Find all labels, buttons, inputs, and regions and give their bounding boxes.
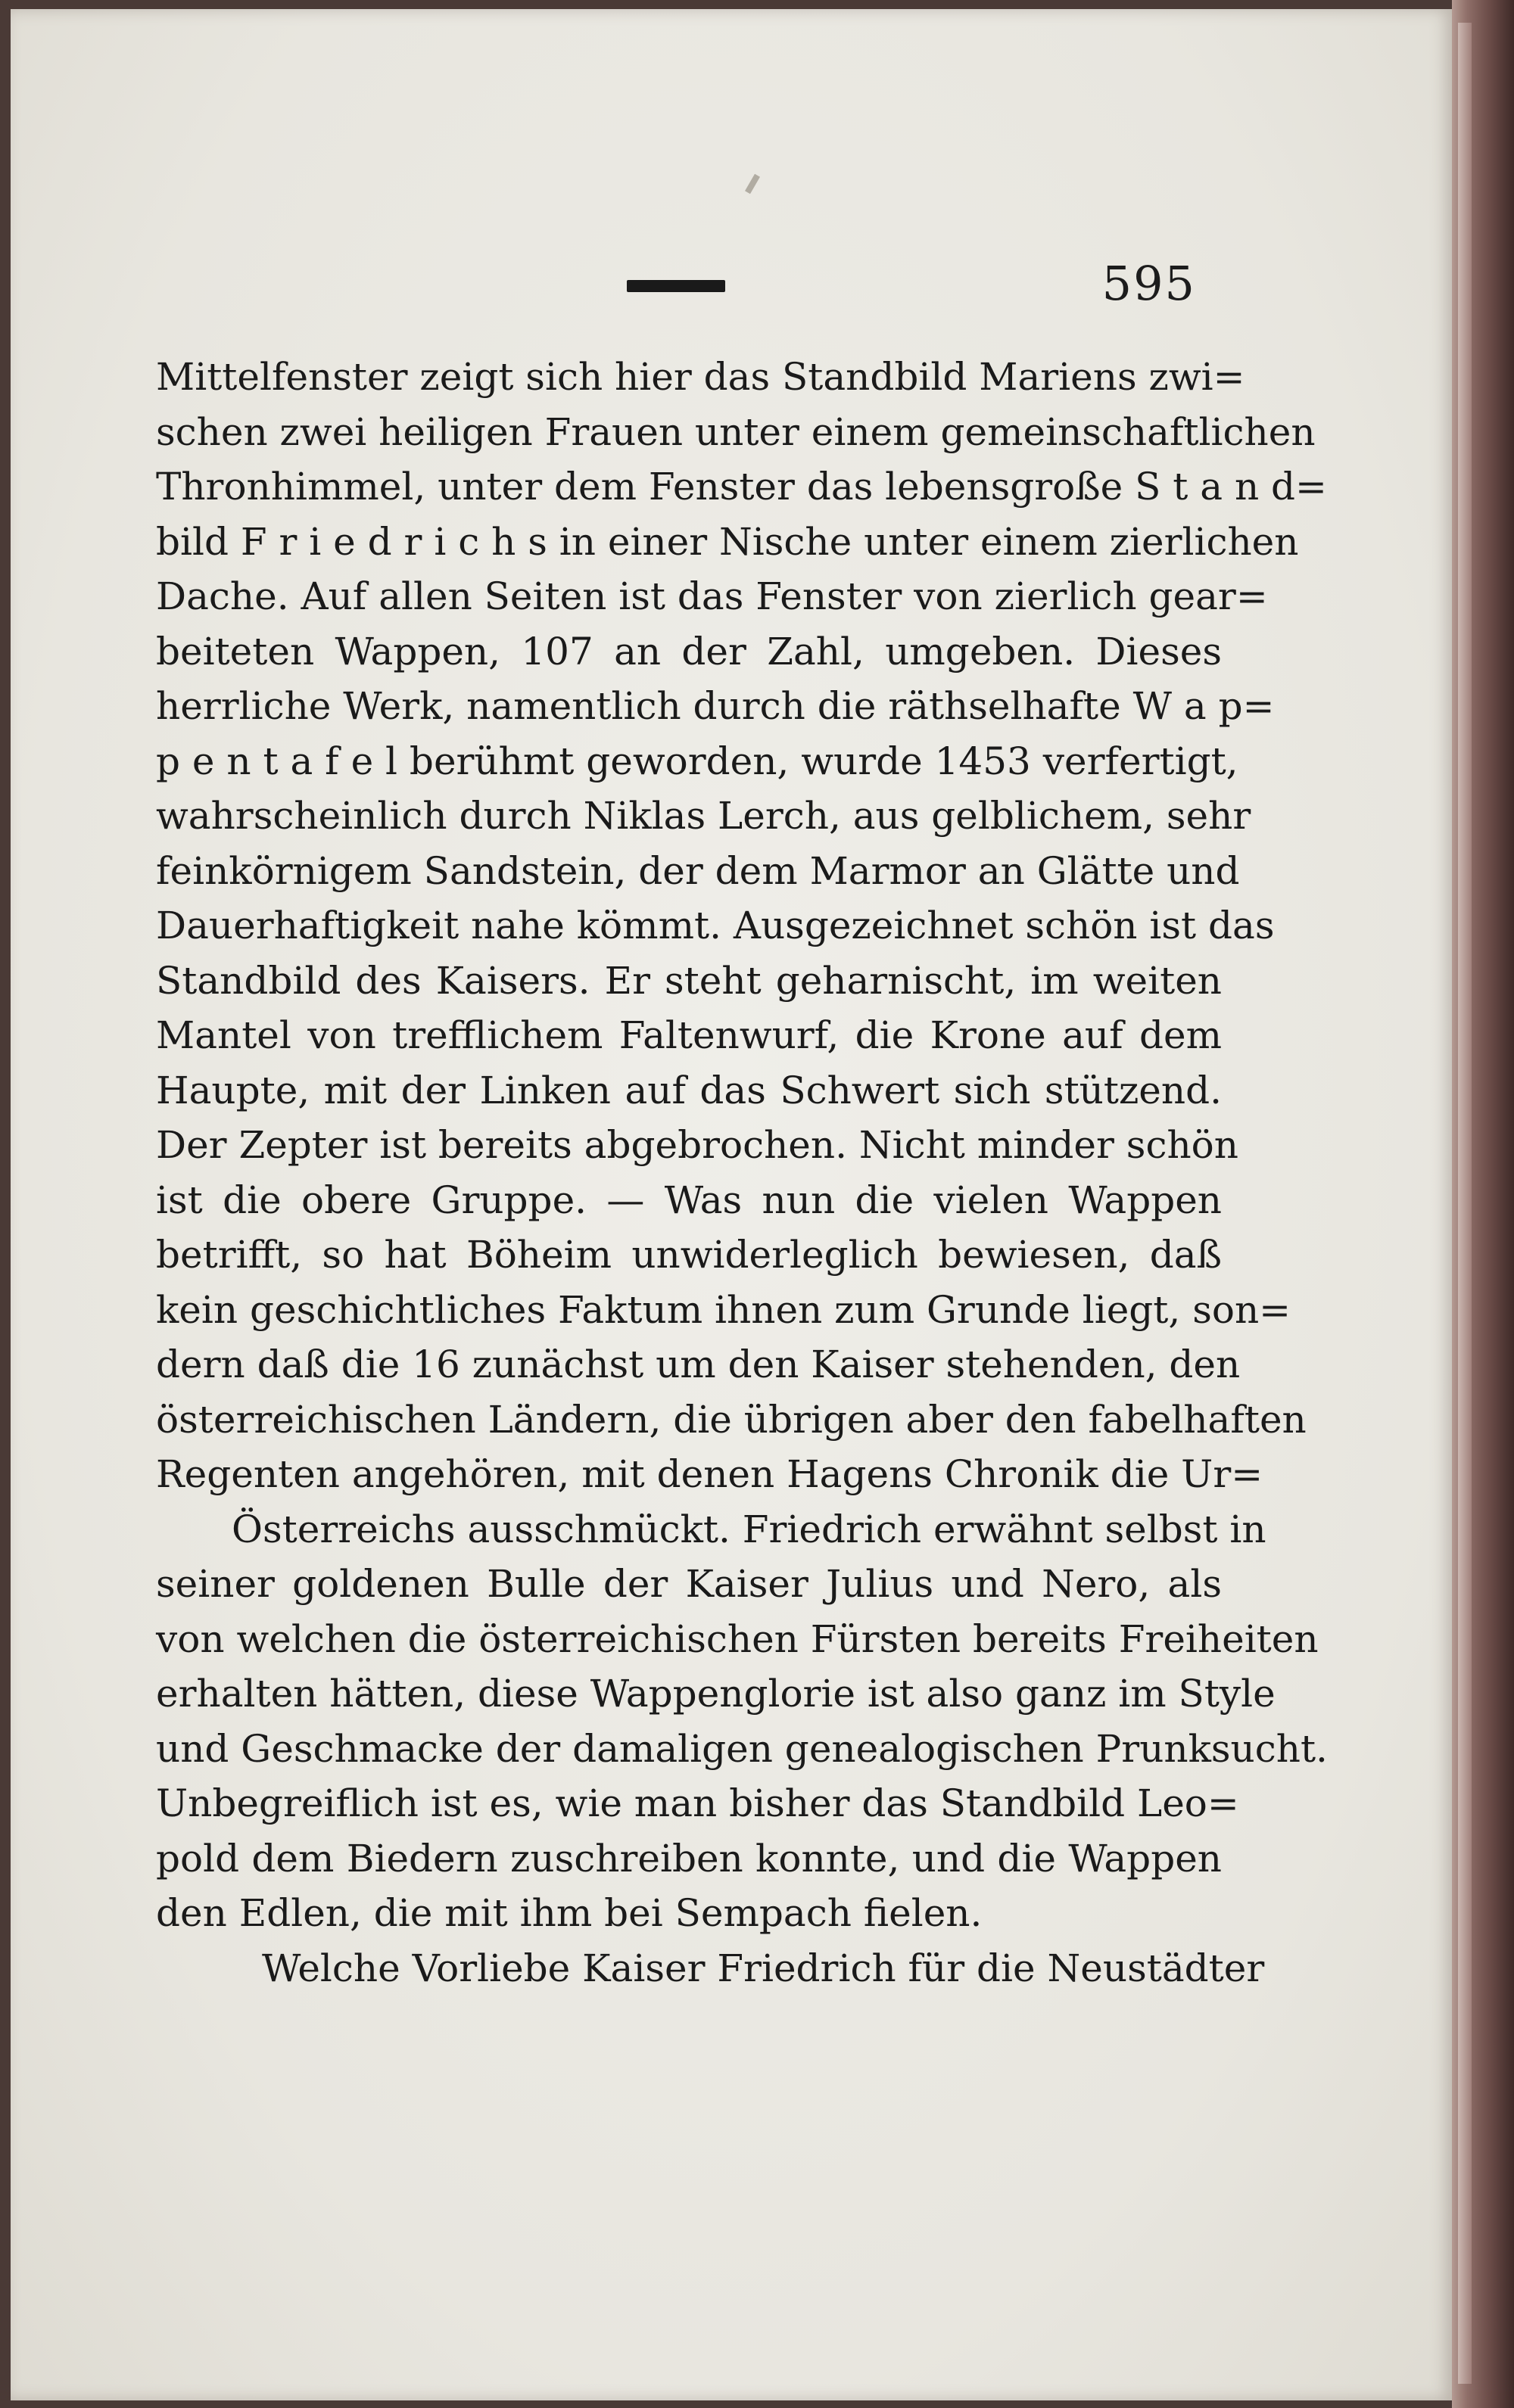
page-number: 595 bbox=[1101, 256, 1196, 311]
text-line: Der Zepter ist bereits abgebrochen. Nicht minder schön bbox=[156, 1123, 1238, 1167]
text-line: den Edlen, die mit ihm bei Sempach fielen. bbox=[156, 1891, 983, 1935]
text-line: erhalten hätten, diese Wappenglorie ist also ganz im Style bbox=[156, 1672, 1276, 1716]
text-line: wahrscheinlich durch Niklas Lerch, aus gelblichem, sehr bbox=[156, 794, 1251, 838]
text-line: pold dem Biedern zuschreiben konnte, und die Wappen bbox=[156, 1836, 1222, 1881]
text-line: ist die obere Gruppe. — Was nun die vielen Wappen bbox=[156, 1178, 1222, 1222]
text-line: beiteten Wappen, 107 an der Zahl, umgeben. Dieses bbox=[156, 629, 1222, 674]
text-line: Thronhimmel, unter dem Fenster das lebensgroße S t a n d= bbox=[156, 465, 1327, 509]
text-line: herrliche Werk, namentlich durch die räthselhafte W a p= bbox=[156, 684, 1275, 728]
text-line: Mittelfenster zeigt sich hier das Standbild Mariens zwi= bbox=[156, 355, 1245, 399]
text-line: kein geschichtliches Faktum ihnen zum Grunde liegt, son= bbox=[156, 1287, 1291, 1332]
text-line: Regenten angehören, mit denen Hagens Chronik die Ur= bbox=[156, 1452, 1263, 1496]
text-line: und Geschmacke der damaligen genealogischen Prunksucht. bbox=[156, 1726, 1328, 1771]
text-line: betrifft, so hat Böheim unwiderleglich bewiesen, daß bbox=[156, 1233, 1222, 1277]
text-line: Dache. Auf allen Seiten ist das Fenster von zierlich gear= bbox=[156, 574, 1268, 618]
text-line: seiner goldenen Bulle der Kaiser Julius und Nero, als bbox=[156, 1562, 1222, 1606]
header-rule bbox=[627, 280, 725, 292]
text-line: Dauerhaftigkeit nahe kömmt. Ausgezeichnet schön ist das bbox=[156, 904, 1275, 947]
text-line: dern daß die 16 zunächst um den Kaiser stehenden, den bbox=[156, 1342, 1241, 1386]
body-text bbox=[156, 350, 1328, 1996]
text-line: bild F r i e d r i c h s in einer Nische unter einem zierlichen bbox=[156, 519, 1299, 564]
text-line: von welchen die österreichischen Fürsten bereits Freiheiten bbox=[156, 1616, 1319, 1661]
text-line: Haupte, mit der Linken auf das Schwert sich stützend. bbox=[156, 1068, 1222, 1112]
text-line: feinkörnigem Sandstein, der dem Marmor an Glätte und bbox=[156, 848, 1240, 893]
text-line: p e n t a f e l berühmt geworden, wurde 1453 verfertigt, bbox=[156, 739, 1238, 783]
text-line: Mantel von trefflichem Faltenwurf, die Krone auf dem bbox=[156, 1013, 1222, 1057]
text-line: Standbild des Kaisers. Er steht geharnischt, im weiten bbox=[156, 958, 1222, 1003]
text-line: österreichischen Ländern, die übrigen aber den fabelhaften bbox=[156, 1397, 1307, 1442]
text-line: Unbegreiflich ist es, wie man bisher das Standbild Leo= bbox=[156, 1781, 1239, 1825]
text-line: Welche Vorliebe Kaiser Friedrich für die Neustädter bbox=[262, 1946, 1265, 1990]
page-edge bbox=[1458, 23, 1472, 2384]
text-line: Österreichs ausschmückt. Friedrich erwähnt selbst in bbox=[232, 1507, 1266, 1551]
text-line: schen zwei heiligen Frauen unter einem gemeinschaftlichen bbox=[156, 409, 1316, 454]
